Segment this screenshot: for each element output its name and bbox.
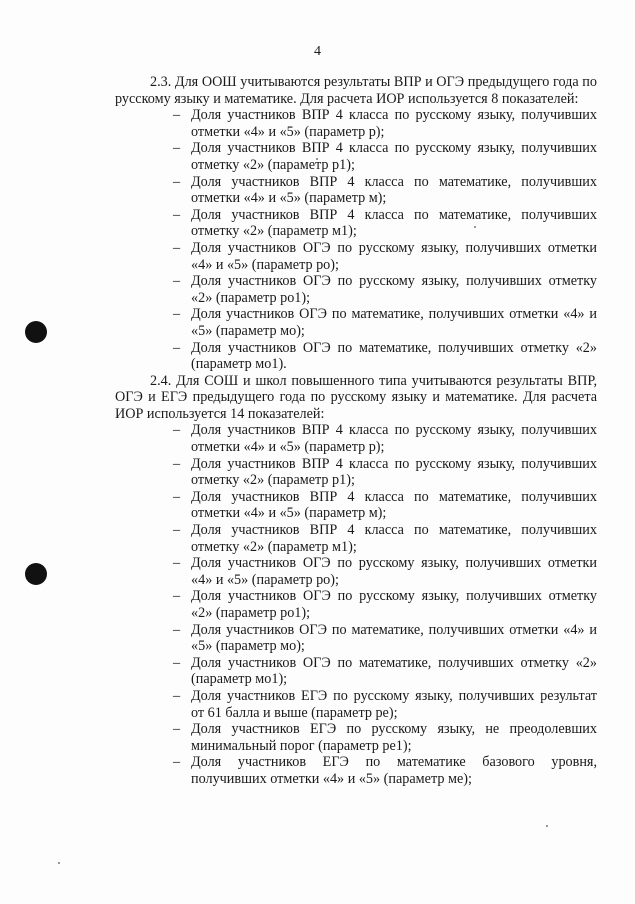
list-item: – Доля участников ОГЭ по русскому языку, получивших отметку «2» (параметр ро1); xyxy=(173,273,597,306)
list-item: – Доля участников ВПР 4 класса по русскому языку, получивших отметки «4» и «5» (параметр р); xyxy=(173,107,597,140)
list-item: – Доля участников ОГЭ по русскому языку, получивших отметки «4» и «5» (параметр ро); xyxy=(173,555,597,588)
dash-bullet: – xyxy=(173,306,181,323)
dash-bullet: – xyxy=(173,654,181,671)
dash-bullet: – xyxy=(173,455,181,472)
dash-bullet: – xyxy=(173,588,181,605)
scan-speck xyxy=(546,825,548,827)
dash-bullet: – xyxy=(173,206,181,223)
dash-bullet: – xyxy=(173,555,181,572)
dash-bullet: – xyxy=(173,140,181,157)
dash-bullet: – xyxy=(173,687,181,704)
list-item: – Доля участников ВПР 4 класса по русскому языку, получивших отметку «2» (параметр р1); xyxy=(173,140,597,173)
list-item: – Доля участников ОГЭ по русскому языку, получивших отметку «2» (параметр ро1); xyxy=(173,588,597,621)
list-item: – Доля участников ВПР 4 класса по математике, получивших отметку «2» (параметр м1); xyxy=(173,206,597,240)
section-2-4-list xyxy=(173,422,597,787)
dash-bullet: – xyxy=(173,239,181,256)
punch-hole xyxy=(25,321,47,343)
list-item: – Доля участников ОГЭ по математике, получивших отметки «4» и «5» (параметр мо); xyxy=(173,306,597,339)
dash-bullet: – xyxy=(173,339,181,356)
list-item: – Доля участников ОГЭ по математике, получивших отметки «4» и «5» (параметр мо); xyxy=(173,621,597,655)
dash-bullet: – xyxy=(173,621,181,638)
dash-bullet: – xyxy=(173,522,181,539)
page-number: 4 xyxy=(314,44,321,59)
list-item: – Доля участников ОГЭ по математике, получивших отметку «2» (параметр мо1). xyxy=(173,339,597,373)
list-item: – Доля участников ВПР 4 класса по русскому языку, получивших отметку «2» (параметр р1); xyxy=(173,455,597,489)
list-item: – Доля участников ВПР 4 класса по математике, получивших отметку «2» (параметр м1); xyxy=(173,522,597,555)
section-2-3-list xyxy=(173,107,597,373)
section-2-4-intro: 2.4. Для СОШ и школ повышенного типа учитываются результаты ВПР, ОГЭ и ЕГЭ предыдущего года по русскому языку и математике. Для расчета ИОР используется 14 показателей: xyxy=(115,372,597,422)
list-item: – Доля участников ЕГЭ по математике базового уровня, получивших отметки «4» и «5» (параметр ме); xyxy=(173,754,597,787)
dash-bullet: – xyxy=(173,721,181,738)
list-item: – Доля участников ЕГЭ по русскому языку, не преодолевших минимальный порог (параметр ре1); xyxy=(173,721,597,754)
dash-bullet: – xyxy=(173,107,181,124)
list-item: – Доля участников ОГЭ по математике, получивших отметку «2» (параметр мо1); xyxy=(173,654,597,688)
document-body xyxy=(115,74,597,788)
dash-bullet: – xyxy=(173,422,181,439)
list-item: – Доля участников ВПР 4 класса по математике, получивших отметки «4» и «5» (параметр м); xyxy=(173,173,597,207)
section-2-3-intro: 2.3. Для ООШ учитываются результаты ВПР и ОГЭ предыдущего года по русскому языку и математике. Для расчета ИОР используется 8 показателей: xyxy=(115,74,597,107)
dash-bullet: – xyxy=(173,488,181,505)
scan-speck xyxy=(58,862,60,864)
list-item: – Доля участников ОГЭ по русскому языку, получивших отметки «4» и «5» (параметр ро); xyxy=(173,239,597,273)
list-item: – Доля участников ВПР 4 класса по математике, получивших отметки «4» и «5» (параметр м); xyxy=(173,488,597,522)
list-item: – Доля участников ЕГЭ по русскому языку, получивших результат от 61 балла и выше (параметр ре); xyxy=(173,687,597,721)
dash-bullet: – xyxy=(173,173,181,190)
list-item: – Доля участников ВПР 4 класса по русскому языку, получивших отметки «4» и «5» (параметр р); xyxy=(173,422,597,456)
dash-bullet: – xyxy=(173,754,181,771)
punch-hole xyxy=(25,563,47,585)
dash-bullet: – xyxy=(173,273,181,290)
